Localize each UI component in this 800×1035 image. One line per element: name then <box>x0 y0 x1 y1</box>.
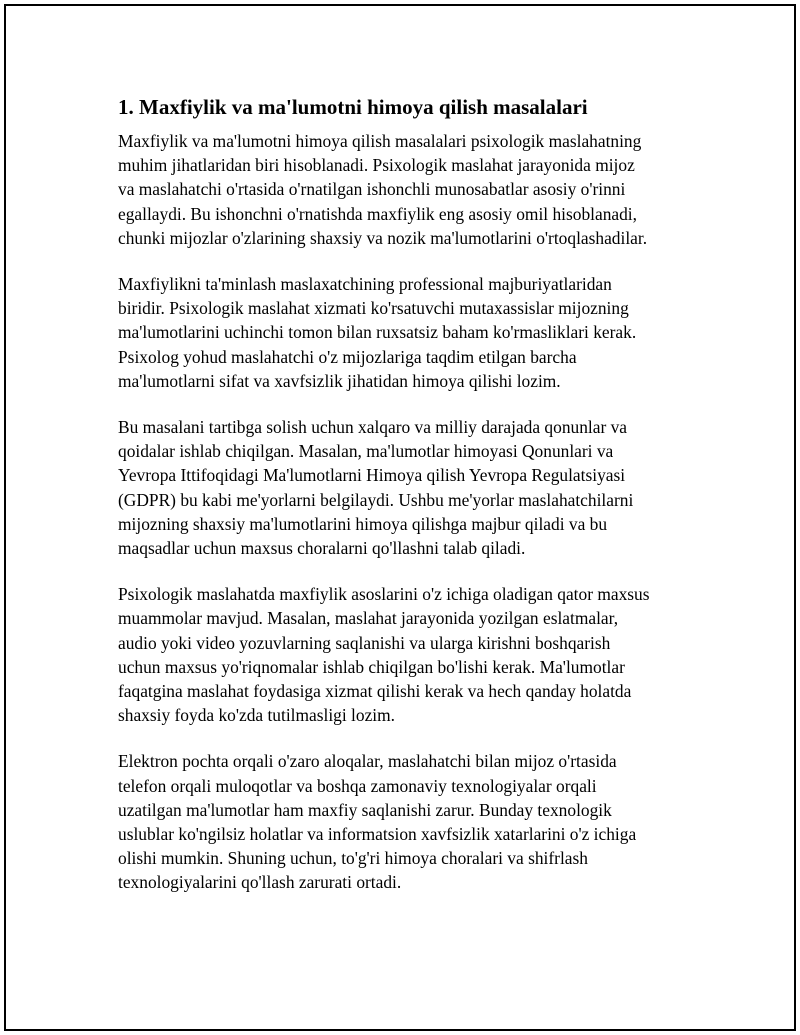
text-line: va maslahatchi o'rtasida o'rnatilgan ishonchli munosabatlar asosiy o'rinni <box>118 179 626 200</box>
text-line: muhim jihatlaridan biri hisoblanadi. Psixologik maslahat jarayonida mijoz <box>118 155 635 176</box>
text-line: Maxfiylik va ma'lumotni himoya qilish masalalari psixologik maslahatning <box>118 131 642 151</box>
document-body <box>118 93 698 917</box>
text-line: olishi mumkin. Shuning uchun, to'g'ri himoya choralari va shifrlash <box>118 848 588 869</box>
text-line: Elektron pochta orqali o'zaro aloqalar, maslahatchi bilan mijoz o'rtasida <box>118 751 617 772</box>
text-line: ma'lumotlarini uchinchi tomon bilan ruxsatsiz baham ko'rmasliklari kerak. <box>118 322 637 343</box>
text-line: chunki mijozlar o'zlarining shaxsiy va nozik ma'lumotlarini o'rtoqlashadilar. <box>118 227 648 248</box>
text-line: mijozning shaxsiy ma'lumotlarini himoya qilishga majbur qiladi va bu <box>118 513 608 534</box>
paragraph <box>118 582 698 727</box>
text-line: texnologiyalarini qo'llash zarurati ortadi. <box>118 872 402 893</box>
text-line: uzatilgan ma'lumotlar ham maxfiy saqlanishi zarur. Bunday texnologik <box>118 799 612 820</box>
text-line: biridir. Psixologik maslahat xizmati ko'rsatuvchi mutaxassislar mijozning <box>118 298 629 319</box>
text-line: egallaydi. Bu ishonchni o'rnatishda maxfiylik eng asosiy omil hisoblanadi, <box>118 203 637 224</box>
text-line: muammolar mavjud. Masalan, maslahat jarayonida yozilgan eslatmalar, <box>118 608 619 629</box>
paragraph <box>118 415 698 560</box>
paragraph <box>118 272 698 393</box>
text-line: Bu masalani tartibga solish uchun xalqaro va milliy darajada qonunlar va <box>118 417 628 438</box>
text-line: Yevropa Ittifoqidagi Ma'lumotlarni Himoya qilish Yevropa Regulatsiyasi <box>118 465 626 486</box>
text-line: (GDPR) bu kabi me'yorlarni belgilaydi. Ushbu me'yorlar maslahatchilarni <box>118 489 634 510</box>
text-line: Maxfiylikni ta'minlash maslaxatchining professional majburiyatlaridan <box>118 274 612 295</box>
paragraph <box>118 129 698 250</box>
text-line: Psixolog yohud maslahatchi o'z mijozlariga taqdim etilgan barcha <box>118 346 577 367</box>
text-line: uslublar ko'ngilsiz holatlar va informatsion xavfsizlik xatarlarini o'z ichiga <box>118 824 637 845</box>
text-line: maqsadlar uchun maxsus choralarni qo'llashni talab qiladi. <box>118 538 526 559</box>
text-line: faqatgina maslahat foydasiga xizmat qilishi kerak va hech qanday holatda <box>118 681 632 702</box>
text-line: telefon orqali muloqotlar va boshqa zamonaviy texnologiyalar orqali <box>118 775 597 796</box>
section-heading: 1. Maxfiylik va ma'lumotni himoya qilish masalalari <box>118 95 588 119</box>
text-line: shaxsiy foyda ko'zda tutilmasligi lozim. <box>118 705 395 726</box>
paragraph <box>118 749 698 894</box>
text-line: Psixologik maslahatda maxfiylik asoslarini o'z ichiga oladigan qator maxsus <box>118 584 650 605</box>
text-line: uchun maxsus yo'riqnomalar ishlab chiqilgan bo'lishi kerak. Ma'lumotlar <box>118 656 625 677</box>
text-line: audio yoki video yozuvlarning saqlanishi va ularga kirishni boshqarish <box>118 632 611 653</box>
text-line: qoidalar ishlab chiqilgan. Masalan, ma'lumotlar himoyasi Qonunlari va <box>118 441 614 462</box>
text-line: ma'lumotlarni sifat va xavfsizlik jihatidan himoya qilishi lozim. <box>118 370 561 391</box>
